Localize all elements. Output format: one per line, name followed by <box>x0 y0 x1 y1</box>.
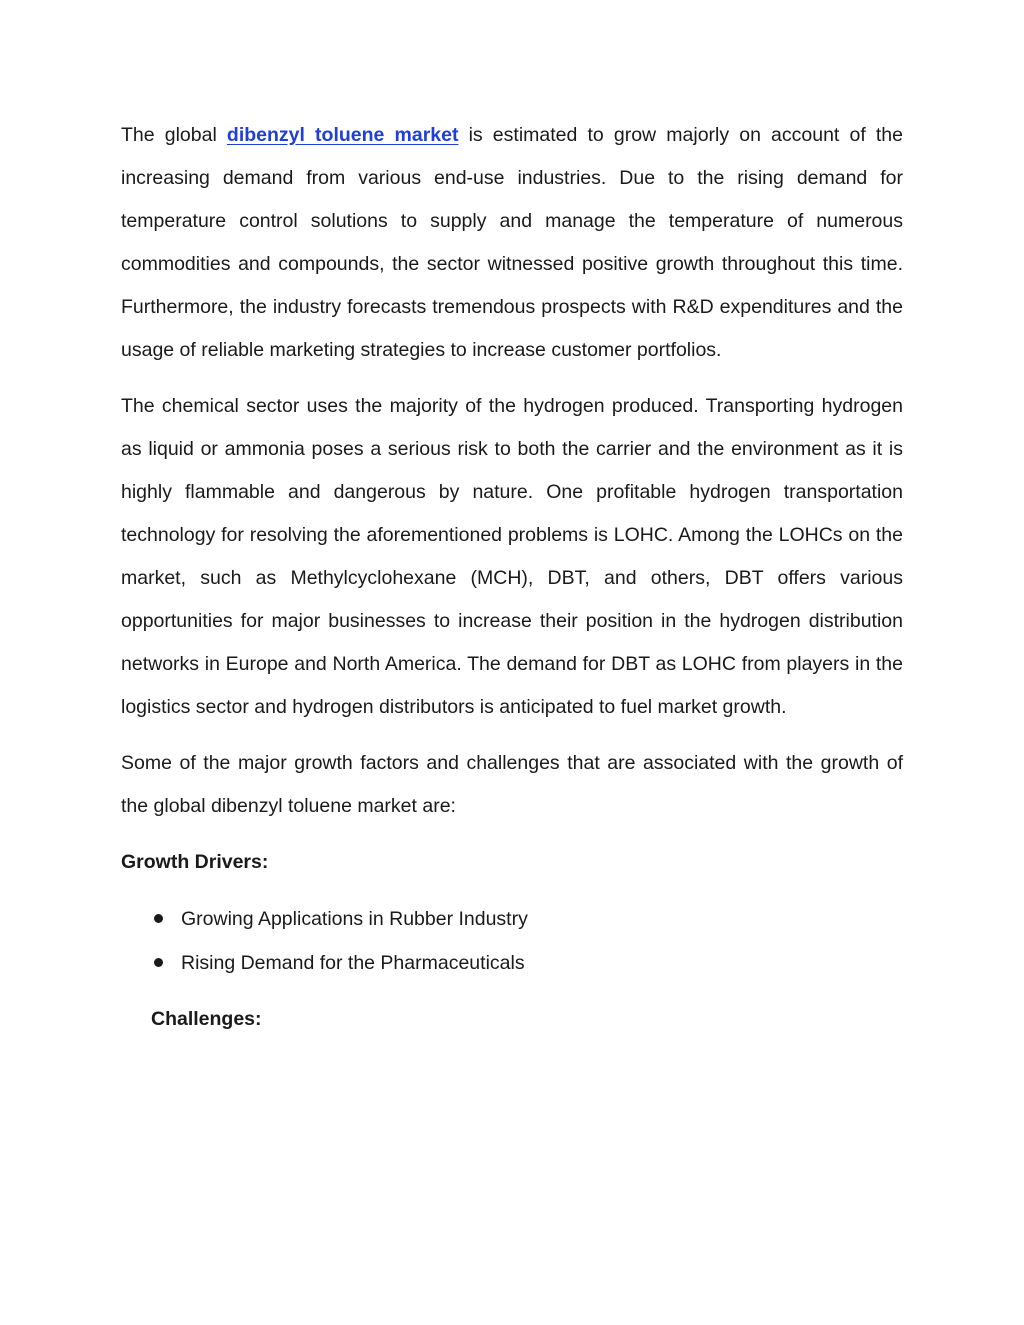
growth-driver-rubber: Growing Applications in Rubber Industry <box>181 908 528 930</box>
document-body <box>121 114 903 1041</box>
bullet-icon <box>154 958 163 967</box>
list-item <box>121 897 903 941</box>
intro-text-after-link: is estimated to grow majorly on account of the increasing demand from various end-use industries. Due to the rising demand for temperature control solutions to supply and manage the temperature of numerous commodities and compounds, the sector witnessed positive growth throughout this time. Furthermore, the industry forecasts tremendous prospects with R&D expenditures and the usage of reliable marketing strategies to increase customer portfolios. <box>121 124 903 361</box>
hydrogen-paragraph: The chemical sector uses the majority of the hydrogen produced. Transporting hydrogen as liquid or ammonia poses a serious risk to both the carrier and the environment as it is highly flammable and dangerous by nature. One profitable hydrogen transportation technology for resolving the aforementioned problems is LOHC. Among the LOHCs on the market, such as Methylcyclohexane (MCH), DBT, and others, DBT offers various opportunities for major businesses to increase their position in the hydrogen distribution networks in Europe and North America. The demand for DBT as LOHC from players in the logistics sector and hydrogen distributors is anticipated to fuel market growth. <box>121 395 903 718</box>
growth-driver-pharmaceuticals: Rising Demand for the Pharmaceuticals <box>181 952 525 974</box>
growth-factors-intro-paragraph: Some of the major growth factors and challenges that are associated with the growth of the global dibenzyl toluene market are: <box>121 752 903 817</box>
growth-drivers-heading: Growth Drivers: <box>121 851 269 873</box>
intro-paragraph <box>121 114 903 372</box>
challenges-heading: Challenges: <box>151 1008 262 1030</box>
bullet-icon <box>154 914 163 923</box>
intro-text-before-link: The global <box>121 124 227 146</box>
growth-drivers-list <box>121 897 903 985</box>
dibenzyl-toluene-market-link[interactable]: dibenzyl toluene market <box>226 124 459 146</box>
list-item <box>121 941 903 985</box>
